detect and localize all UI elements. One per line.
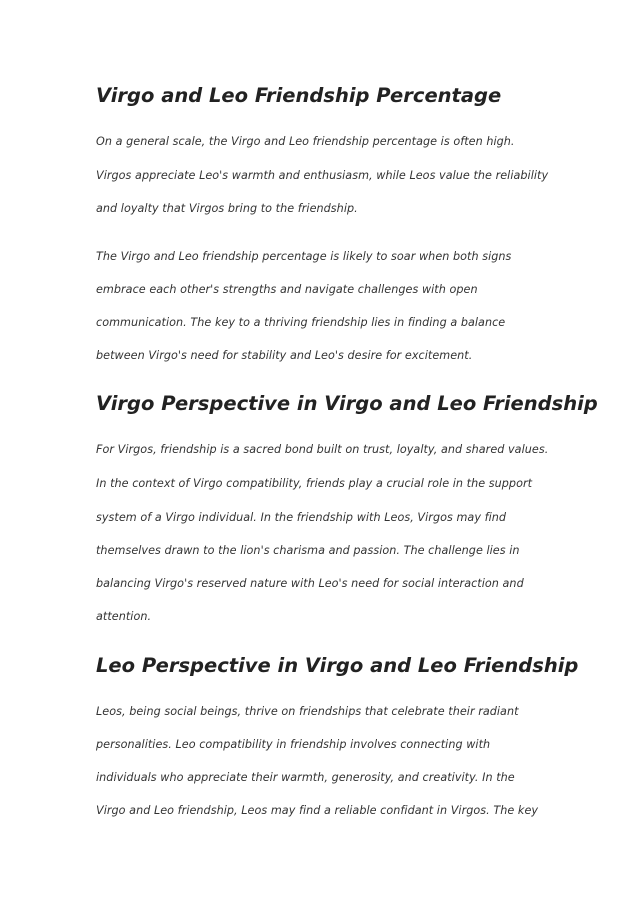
section-heading-percentage: Virgo and Leo Friendship Percentage bbox=[96, 84, 502, 107]
paragraph-line: personalities. Leo compatibility in friendship involves connecting with bbox=[96, 738, 491, 751]
paragraph-line: attention. bbox=[96, 610, 152, 623]
paragraph-line: For Virgos, friendship is a sacred bond built on trust, loyalty, and shared values. bbox=[96, 443, 549, 456]
paragraph-line: between Virgo's need for stability and Leo's desire for excitement. bbox=[96, 349, 473, 362]
paragraph-line: In the context of Virgo compatibility, friends play a crucial role in the support bbox=[96, 477, 533, 490]
paragraph-line: and loyalty that Virgos bring to the friendship. bbox=[96, 202, 358, 215]
paragraph-line: Virgos appreciate Leo's warmth and enthusiasm, while Leos value the reliability bbox=[96, 169, 549, 182]
paragraph-line: balancing Virgo's reserved nature with Leo's need for social interaction and bbox=[96, 577, 524, 590]
section-heading-leo-perspective: Leo Perspective in Virgo and Leo Friendship bbox=[96, 654, 579, 677]
paragraph-line: Leos, being social beings, thrive on friendships that celebrate their radiant bbox=[96, 705, 519, 718]
paragraph-line: Virgo and Leo friendship, Leos may find a reliable confidant in Virgos. The key bbox=[96, 804, 539, 817]
paragraph-line: system of a Virgo individual. In the friendship with Leos, Virgos may find bbox=[96, 511, 507, 524]
paragraph-line: embrace each other's strengths and navigate challenges with open bbox=[96, 283, 478, 296]
paragraph-line: On a general scale, the Virgo and Leo friendship percentage is often high. bbox=[96, 135, 515, 148]
paragraph-line: themselves drawn to the lion's charisma and passion. The challenge lies in bbox=[96, 544, 520, 557]
paragraph-line: The Virgo and Leo friendship percentage is likely to soar when both signs bbox=[96, 250, 512, 263]
section-heading-virgo-perspective: Virgo Perspective in Virgo and Leo Friendship bbox=[96, 392, 598, 415]
paragraph-line: individuals who appreciate their warmth, generosity, and creativity. In the bbox=[96, 771, 515, 784]
paragraph-line: communication. The key to a thriving friendship lies in finding a balance bbox=[96, 316, 506, 329]
